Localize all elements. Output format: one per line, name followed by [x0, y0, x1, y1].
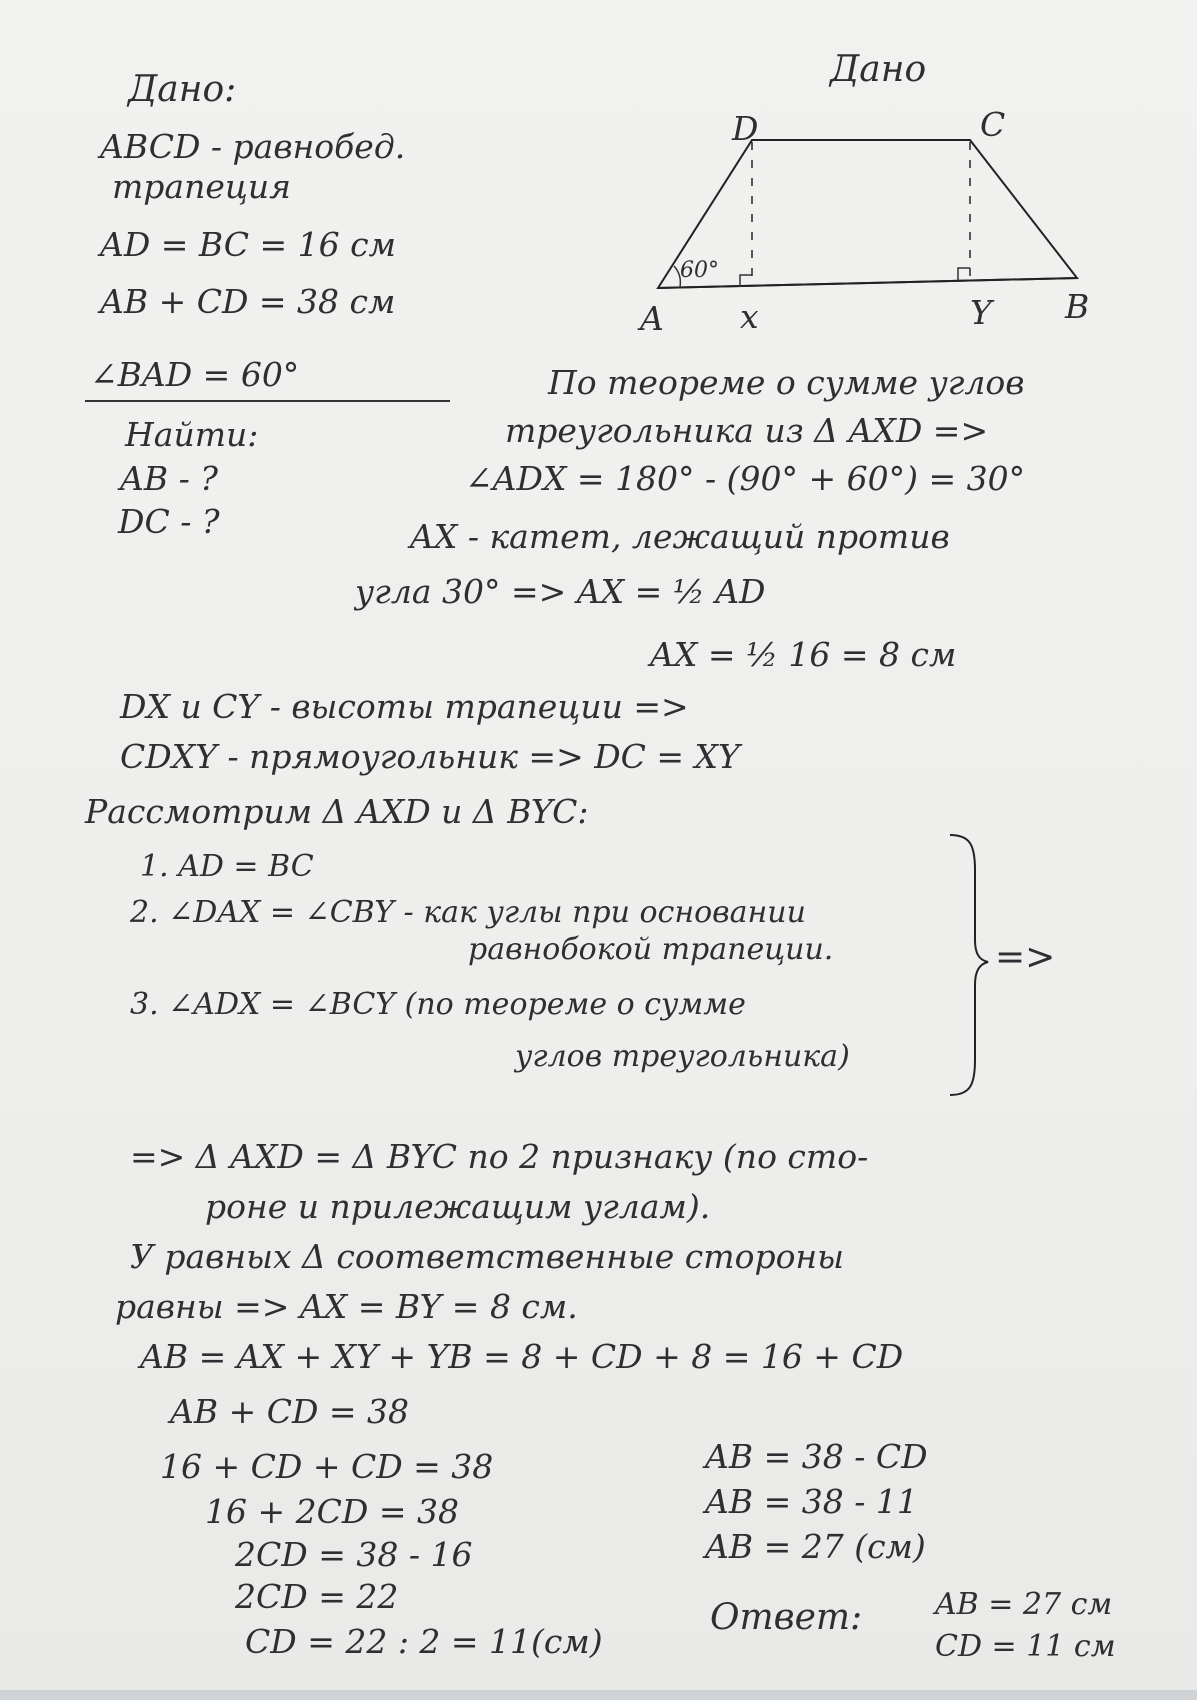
trapezoid-outline — [658, 140, 1077, 288]
separator-line — [85, 400, 450, 402]
solution-line-18: 2CD = 38 - 16 — [235, 1535, 473, 1574]
answer-ab: AB = 27 см — [935, 1587, 1113, 1622]
solution-line-20: CD = 22 : 2 = 11(см) — [245, 1622, 603, 1661]
statement-1: 1. AD = BC — [140, 849, 314, 884]
solution-line-10: => Δ AXD = Δ BYC по 2 признаку (по сто- — [130, 1137, 869, 1176]
solution-line-11: роне и прилежащим углам). — [205, 1187, 711, 1226]
diagram-title: Дано — [830, 49, 927, 90]
trapezoid-diagram — [640, 130, 1090, 330]
statement-3b: углов треугольника) — [515, 1039, 850, 1074]
solution-line-15: AB + CD = 38 — [170, 1392, 410, 1431]
find-heading: Найти: — [125, 415, 259, 454]
solution-line-13: равны => AX = BY = 8 см. — [115, 1287, 578, 1326]
solution-line-2: треугольника из Δ AXD => — [505, 411, 989, 450]
vertex-c-label: C — [980, 105, 1006, 144]
find-ab: AB - ? — [120, 459, 218, 498]
answer-cd: CD = 11 см — [935, 1629, 1116, 1664]
given-line-trapezoid-word: трапеция — [112, 167, 292, 206]
angle-60-label: 60° — [680, 258, 719, 283]
solution-line-14: AB = AX + XY + YB = 8 + CD + 8 = 16 + CD — [140, 1337, 904, 1376]
statement-3a: 3. ∠ADX = ∠BCY (по теореме о сумме — [130, 987, 746, 1022]
point-x-label: x — [740, 297, 759, 336]
solution-line-9: Рассмотрим Δ AXD и Δ BYC: — [85, 792, 589, 831]
given-line-sides: AD = BC = 16 см — [100, 225, 396, 264]
solution-line-6: AX = ½ 16 = 8 см — [650, 635, 957, 674]
vertex-b-label: B — [1065, 287, 1090, 326]
solution-line-19: 2CD = 22 — [235, 1577, 399, 1616]
ab-line-2: AB = 38 - 11 — [705, 1482, 918, 1521]
vertex-a-label: A — [640, 299, 664, 338]
curly-brace — [940, 830, 990, 1100]
solution-line-17: 16 + 2CD = 38 — [205, 1492, 459, 1531]
solution-line-3: ∠ADX = 180° - (90° + 60°) = 30° — [465, 459, 1026, 498]
base-line — [658, 278, 1077, 288]
solution-line-1: По теореме о сумме углов — [548, 363, 1025, 402]
ab-line-1: AB = 38 - CD — [705, 1437, 928, 1476]
given-line-angle: ∠BAD = 60° — [90, 355, 300, 394]
statement-2a: 2. ∠DAX = ∠CBY - как углы при основании — [130, 895, 806, 930]
given-line-sum: AB + CD = 38 см — [100, 282, 396, 321]
brace-arrow: => — [995, 937, 1056, 978]
given-heading: Дано: — [128, 69, 237, 110]
answer-label: Ответ: — [710, 1597, 863, 1638]
solution-line-5: угла 30° => AX = ½ AD — [355, 572, 766, 611]
solution-line-4: AX - катет, лежащий против — [410, 517, 950, 556]
right-angle-y — [958, 268, 970, 280]
vertex-d-label: D — [732, 109, 759, 148]
solution-line-8: CDXY - прямоугольник => DC = XY — [120, 737, 740, 776]
point-y-label: Y — [970, 293, 992, 332]
solution-line-16: 16 + CD + CD = 38 — [160, 1447, 494, 1486]
find-dc: DC - ? — [118, 502, 220, 541]
solution-line-7: DX и CY - высоты трапеции => — [120, 687, 689, 726]
solution-line-12: У равных Δ соответственные стороны — [130, 1237, 845, 1276]
statement-2b: равнобокой трапеции. — [468, 932, 834, 967]
ab-line-3: AB = 27 (см) — [705, 1527, 926, 1566]
given-line-trapezoid: ABCD - равнобед. — [100, 127, 406, 166]
